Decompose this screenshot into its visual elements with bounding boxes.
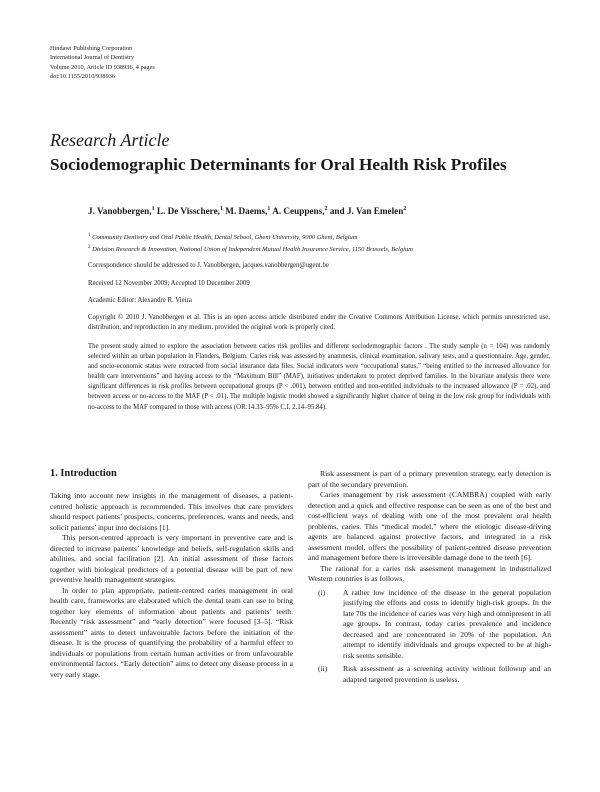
doi: doi:10.1155/2010/938936 — [50, 72, 116, 80]
journal-header — [50, 44, 155, 81]
article-title: Sociodemographic Determinants for Oral Health Risk Profiles — [50, 155, 507, 174]
abstract: The present study aimed to explore the association between caries risk profiles and different sociodemographic factors . The study sample (n = 104) was randomly selected within an urban population in Flanders, Belgium. Caries risk was assessed by anamnesis, clinical examination, salivary tests, and a questionnaire. Age, gender, and socio-economic status were extracted from social insurance data files. Social indicators were “occupational status,” “being entitled to the increased allowance for health care interventions” and having access to the “Maximum Bill” (MAF), initiatives undertaken to protect deprived families. In the bivariate analysis there were significant differences in risk profiles between occupational groups (P < .001), between entitled and non-entitled individuals to the increased allowance (P = .02), and between access or no-access to the MAF (P < .01). The multiple logistic model showed a significantly higher chance of being in the low risk group for individuals with no-access to the MAF compared to those with access (OR:14.33–95% C.I. 2.14–95.84). — [88, 343, 550, 411]
list-text: Risk assessment as a screening activity without followup and an adapted targeted prevention is useless. — [343, 664, 551, 684]
affiliation: $^1$ Community Dentistry and Oral Public Health, Dental School, Ghent University, 9000 Ghent, Belgium — [88, 233, 358, 242]
academic-editor: Academic Editor: Alexandre R. Vieira — [88, 297, 192, 304]
paragraph: The rational for a caries risk assessment management in industrialized Western countries is as follows. — [308, 563, 551, 583]
paragraph: Caries management by risk assessment (CAMBRA) coupled with early detection and a quick and effective response can be seen as one of the best and cost-efficient ways of dealing with one of the most prevalent oral health problems, caries. This “medical model,” where the etiologic disease-driving agents are balanced against protective factors, and integrated in a risk assessment model, offers the possibility of patient-centred disease prevention and management before there is irreversible damage done to the teeth [6]. — [308, 490, 551, 562]
paragraph: This person-centred approach is very important in preventive care and is directed to increase patients’ knowledge and beliefs, self-regulation skills and abilities, and social facilitation [2]. An initial assessment of these factors together with biological predictors of a potential disease will be part of new preventive health management strategies. — [50, 533, 293, 584]
paragraph: Risk assessment is part of a primary prevention strategy, early detection is part of the secondary prevention. — [308, 469, 551, 489]
article-type: Research Article — [50, 130, 170, 150]
paragraph: In order to plan appropriate, patient-centred caries management in oral health care, frameworks are elaborated which the dental team can use to bring together key elements of information about patients and patients’ teeth. Recently “risk assessment” and “early detection” were focused [3–5]. “Risk assessment” aims to detect unfavourable factors before the initiation of the disease. It is the process of quantifying the probability of a harmful effect to individuals or populations from certain human activities or from unfavourable environmental factors. “Early detection” aims to detect any disease process in a very early stage. — [50, 585, 293, 679]
author-name: and J. Van Emelen — [329, 206, 404, 217]
publisher: Hindawi Publishing Corporation — [50, 45, 133, 52]
right-column — [308, 469, 551, 685]
list-item — [308, 588, 551, 662]
list-marker: (i) — [318, 587, 326, 597]
author-name: M. Daems, — [225, 206, 268, 217]
section-heading: 1. Introduction — [50, 468, 117, 479]
author-affiliation-marker: 2 — [324, 206, 328, 212]
affiliation: $^2$ Division Research & Innovation, National Union of Independent Mutual Health Insurance Service, 1150 Brussels, Belgium — [88, 245, 413, 254]
copyright-notice: Copyright © 2010 J. Vanobbergen et al. This is an open access article distributed under the Creative Commons Attribution License, which permits unrestricted use, distribution, and reproduction in any medium, provided the original work is properly cited. — [88, 314, 550, 331]
list-text: A rather low incidence of the disease in the general population justifying the efforts and costs to identify high-risk groups. In the late 70s the incidence of caries was very high and omnipresent in all age groups. In contrast, today caries prevalence and incidence decreased and are concentrated in 20% of the population. An attempt to identify individuals and groups expected to be at high-risk seems sensible. — [343, 587, 551, 660]
volume-info: Volume 2010, Article ID 938936, 4 pages — [50, 63, 155, 71]
author-name: A. Ceuppens, — [272, 206, 325, 217]
author-affiliation-marker: 1 — [151, 206, 155, 212]
affiliations — [88, 231, 413, 255]
author-affiliation-marker: 2 — [403, 206, 407, 212]
author-name: L. De Visschere, — [156, 206, 220, 217]
author-affiliation-marker: 1 — [219, 206, 223, 212]
journal-name: International Journal of Dentistry — [50, 54, 135, 62]
left-column — [50, 491, 293, 680]
list-item — [308, 664, 551, 685]
list-marker: (ii) — [318, 664, 328, 673]
received-dates: Received 12 November 2009; Accepted 10 December 2009 — [88, 280, 250, 287]
author-name: J. Vanobbergen, — [88, 206, 152, 217]
paragraph: Taking into account new insights in the management of diseases, a patient-centred holistic approach is recommended. This involves that care providers should respect patients’ prospects, concerns, preferences, wants and needs, and solicit patients’ input into decisions [1]. — [50, 491, 293, 532]
correspondence: Correspondence should be addressed to J. Vanobbergen, jacques.vanobbergen@ugent.be — [88, 262, 329, 269]
author-list — [88, 206, 406, 216]
author-affiliation-marker: 1 — [267, 206, 271, 212]
